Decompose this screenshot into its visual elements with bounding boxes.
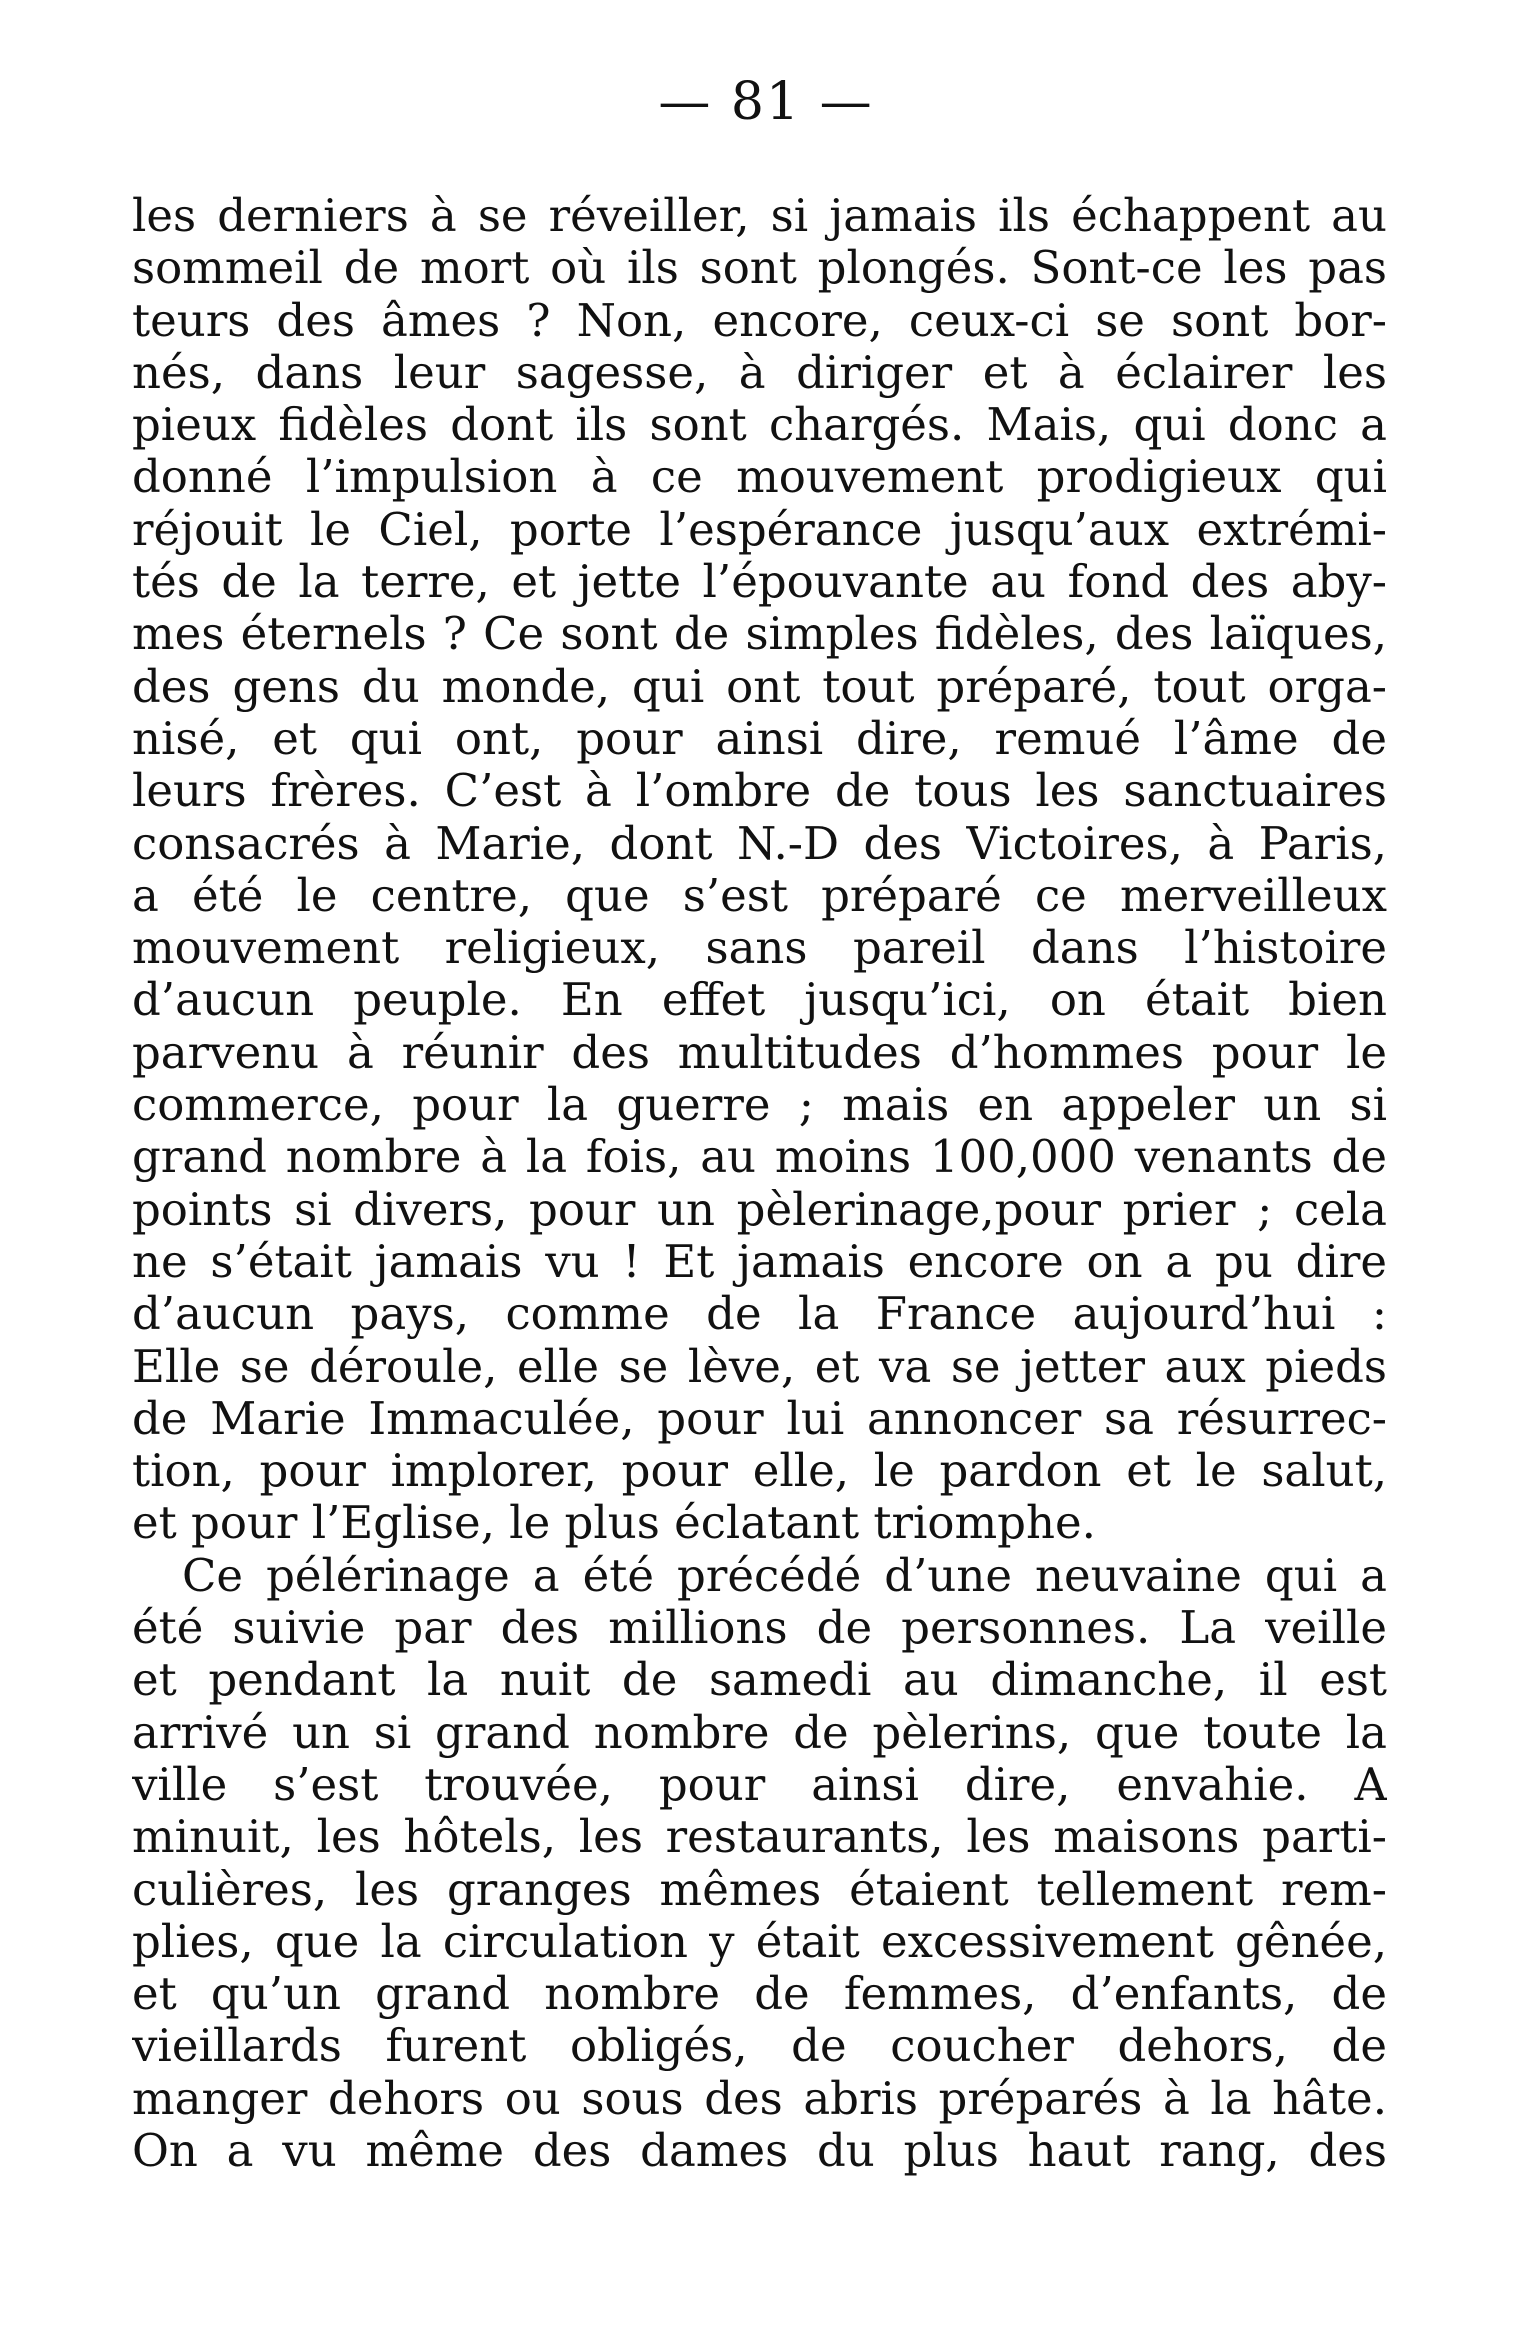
text-line: nisé, et qui ont, pour ainsi dire, remué l’âme de: [132, 712, 1387, 765]
paragraph-end-line: et pour l’Eglise, le plus éclatant triomphe.: [132, 1497, 1096, 1550]
text-line: d’aucun pays, comme de la France aujourd’hui :: [132, 1288, 1387, 1341]
text-line: points si divers, pour un pèlerinage,pour prier ; cela: [132, 1183, 1387, 1236]
text-line: tion, pour implorer, pour elle, le pardon et le salut,: [132, 1445, 1387, 1498]
text-line: des gens du monde, qui ont tout préparé, tout orga-: [132, 660, 1387, 713]
text-line: leurs frères. C’est à l’ombre de tous les sanctuaires: [132, 765, 1387, 818]
text-line: ville s’est trouvée, pour ainsi dire, envahie. A: [132, 1758, 1387, 1811]
text-line: On a vu même des dames du plus haut rang, des: [132, 2124, 1387, 2177]
text-line: consacrés à Marie, dont N.-D des Victoires, à Paris,: [132, 817, 1387, 870]
text-line: vieillards furent obligés, de coucher dehors, de: [132, 2020, 1387, 2073]
text-line: culières, les granges mêmes étaient tellement rem-: [132, 1863, 1387, 1916]
text-line: minuit, les hôtels, les restaurants, les maisons parti-: [132, 1811, 1387, 1864]
text-line: les derniers à se réveiller, si jamais ils échappent au: [132, 190, 1387, 242]
text-line: commerce, pour la guerre ; mais en appeler un si: [132, 1079, 1387, 1132]
text-line: teurs des âmes ? Non, encore, ceux-ci se sont bor-: [132, 294, 1387, 347]
text-line: ne s’était jamais vu ! Et jamais encore on a pu dire: [132, 1235, 1387, 1288]
text-line: grand nombre à la fois, au moins 100,000 venants de: [132, 1131, 1387, 1184]
text-line: pieux fidèles dont ils sont chargés. Mais, qui donc a: [132, 399, 1387, 452]
text-line: parvenu à réunir des multitudes d’hommes pour le: [132, 1026, 1387, 1079]
text-line: donné l’impulsion à ce mouvement prodigieux qui: [132, 451, 1387, 504]
text-line: tés de la terre, et jette l’épouvante au fond des aby-: [132, 556, 1387, 609]
text-line: sommeil de mort où ils sont plongés. Sont-ce les pas: [132, 242, 1387, 295]
paragraph-start-line: Ce pélérinage a été précédé d’une neuvaine qui a: [182, 1549, 1387, 1602]
body-text: [132, 190, 1387, 2177]
text-line: nés, dans leur sagesse, à diriger et à éclairer les: [132, 346, 1387, 399]
text-line: mouvement religieux, sans pareil dans l’histoire: [132, 922, 1387, 975]
text-line: plies, que la circulation y était excessivement gênée,: [132, 1915, 1387, 1968]
text-line: manger dehors ou sous des abris préparés à la hâte.: [132, 2072, 1387, 2125]
text-line: a été le centre, que s’est préparé ce merveilleux: [132, 869, 1387, 922]
text-line: réjouit le Ciel, porte l’espérance jusqu’aux extrémi-: [132, 503, 1387, 556]
text-line: et pendant la nuit de samedi au dimanche, il est: [132, 1654, 1387, 1707]
text-line: de Marie Immaculée, pour lui annoncer sa résurrec-: [132, 1392, 1387, 1445]
text-line: arrivé un si grand nombre de pèlerins, que toute la: [132, 1706, 1387, 1759]
text-line: d’aucun peuple. En effet jusqu’ici, on était bien: [132, 974, 1387, 1027]
text-line: et qu’un grand nombre de femmes, d’enfants, de: [132, 1968, 1387, 2021]
text-line: Elle se déroule, elle se lève, et va se jetter aux pieds: [132, 1340, 1387, 1393]
text-line: mes éternels ? Ce sont de simples fidèles, des laïques,: [132, 608, 1387, 661]
text-line: été suivie par des millions de personnes. La veille: [132, 1602, 1387, 1655]
page-number: — 81 —: [658, 72, 874, 132]
